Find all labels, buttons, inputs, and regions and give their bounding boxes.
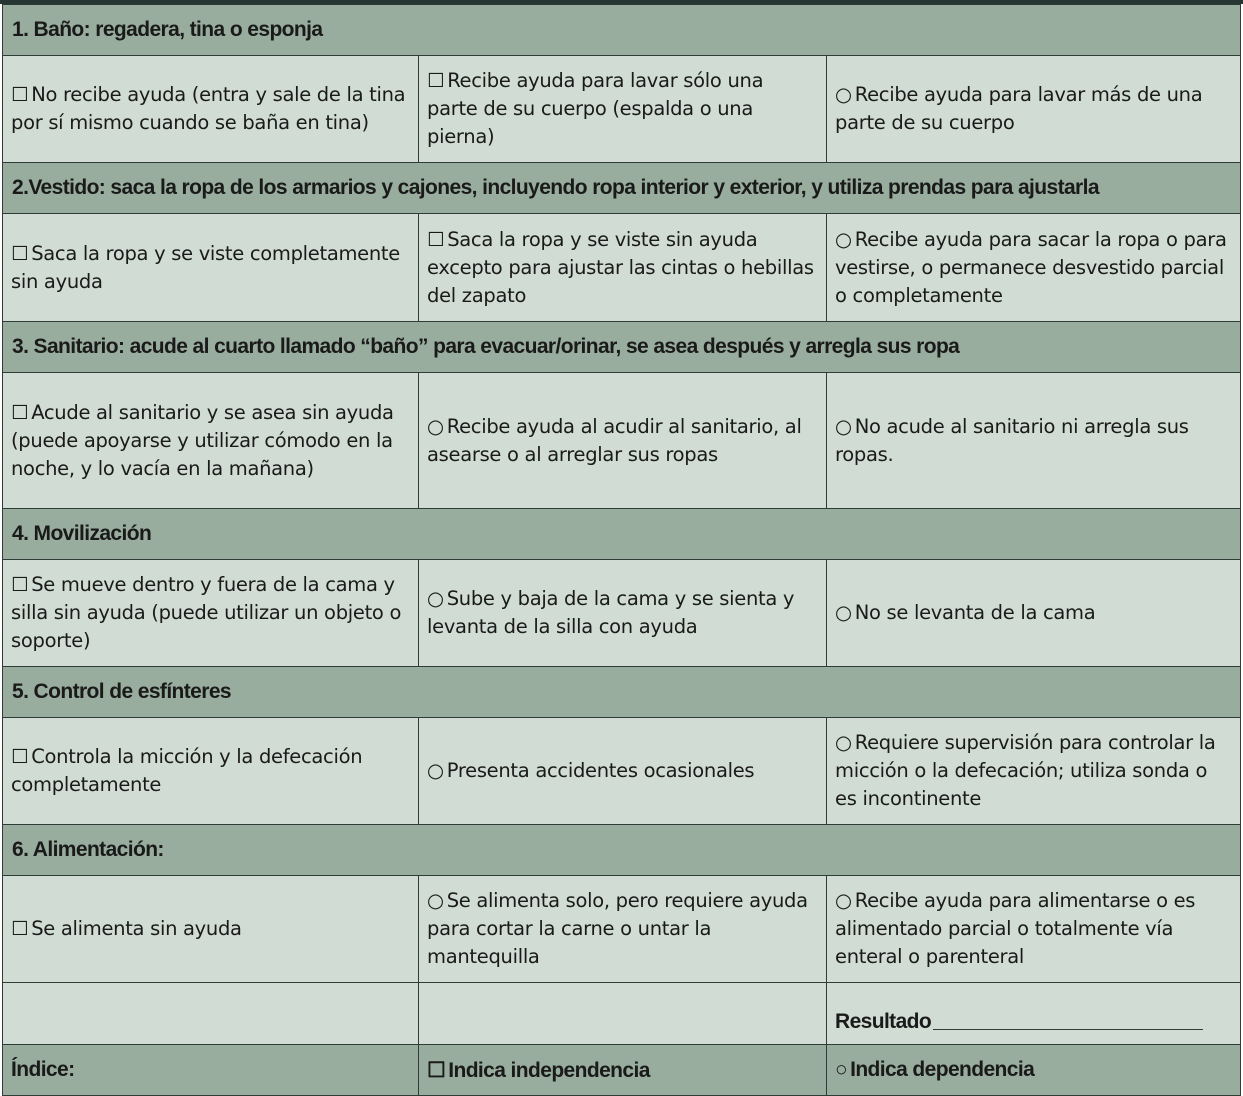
- empty-cell: [3, 983, 419, 1045]
- option-text: Controla la micción y la defecación completamente: [11, 745, 363, 796]
- option-text: No se levanta de la cama: [854, 601, 1096, 624]
- option-text: No recibe ayuda (entra y sale de la tina por sí mismo cuando se baña en tina): [11, 83, 406, 134]
- option-text: Recibe ayuda para alimentarse o es alimentado parcial o totalmente vía enteral o parenteral: [835, 889, 1196, 968]
- radio-icon[interactable]: ○: [835, 731, 852, 754]
- dependence-text: Indica dependencia: [850, 1058, 1035, 1081]
- empty-cell: [419, 983, 827, 1045]
- option-cell[interactable]: [3, 373, 419, 509]
- katz-index-table: [2, 4, 1241, 1096]
- options-row: [3, 373, 1241, 509]
- option-text: No acude al sanitario ni arregla sus ropas.: [835, 414, 1189, 466]
- checkbox-icon[interactable]: ☐: [11, 573, 29, 596]
- option-cell[interactable]: [3, 56, 419, 163]
- option-cell[interactable]: [827, 56, 1241, 163]
- radio-icon: ○: [835, 1058, 848, 1081]
- radio-icon[interactable]: ○: [427, 889, 444, 912]
- option-cell[interactable]: [3, 876, 419, 983]
- option-text: Sube y baja de la cama y se sienta y levanta de la silla con ayuda: [427, 587, 795, 638]
- result-label: Resultado: [835, 1010, 932, 1033]
- section-title: 6. Alimentación:: [3, 825, 1241, 876]
- option-cell[interactable]: [827, 373, 1241, 509]
- radio-icon[interactable]: ○: [835, 601, 852, 624]
- option-cell[interactable]: [419, 560, 827, 667]
- option-text: Se alimenta sin ayuda: [31, 917, 242, 940]
- section-header-row: [3, 5, 1241, 56]
- options-row: [3, 560, 1241, 667]
- checkbox-icon[interactable]: ☐: [427, 69, 445, 92]
- option-cell[interactable]: [3, 718, 419, 825]
- index-row: [3, 1045, 1241, 1096]
- option-text: Se mueve dentro y fuera de la cama y silla sin ayuda (puede utilizar un objeto o soporte): [11, 573, 402, 652]
- index-independence-cell: [419, 1045, 827, 1096]
- radio-icon[interactable]: ○: [427, 587, 444, 610]
- option-cell[interactable]: [419, 56, 827, 163]
- option-cell[interactable]: [827, 876, 1241, 983]
- checkbox-icon[interactable]: ☐: [11, 917, 29, 940]
- index-dependence-cell: [827, 1045, 1241, 1096]
- radio-icon[interactable]: ○: [835, 414, 852, 438]
- section-header-row: [3, 322, 1241, 373]
- result-row: [3, 983, 1241, 1045]
- section-title: 1. Baño: regadera, tina o esponja: [3, 5, 1241, 56]
- options-row: [3, 56, 1241, 163]
- section-title: 2.Vestido: saca la ropa de los armarios y cajones, incluyendo ropa interior y exterior, y utiliza prendas para ajustarla: [3, 163, 1241, 214]
- option-text: Requiere supervisión para controlar la micción o la defecación; utiliza sonda o es incontinente: [835, 731, 1216, 810]
- option-cell[interactable]: [419, 876, 827, 983]
- section-header-row: [3, 163, 1241, 214]
- section-title: 5. Control de esfínteres: [3, 667, 1241, 718]
- option-cell[interactable]: [419, 214, 827, 322]
- option-text: Recibe ayuda para lavar más de una parte de su cuerpo: [835, 83, 1203, 134]
- radio-icon[interactable]: ○: [835, 83, 852, 106]
- option-cell[interactable]: [419, 718, 827, 825]
- option-text: Presenta accidentes ocasionales: [446, 759, 755, 782]
- checkbox-icon[interactable]: ☐: [427, 227, 445, 251]
- index-label: Índice:: [3, 1045, 419, 1096]
- options-row: [3, 214, 1241, 322]
- section-title: 4. Movilización: [3, 509, 1241, 560]
- option-cell[interactable]: [3, 214, 419, 322]
- option-text: Recibe ayuda al acudir al sanitario, al asearse o al arreglar sus ropas: [427, 414, 802, 466]
- radio-icon[interactable]: ○: [427, 759, 444, 782]
- radio-icon[interactable]: ○: [835, 889, 852, 912]
- result-cell: [827, 983, 1241, 1045]
- checkbox-icon[interactable]: ☐: [11, 400, 29, 424]
- option-text: Saca la ropa y se viste completamente sin ayuda: [11, 241, 400, 293]
- section-header-row: [3, 825, 1241, 876]
- checkbox-icon[interactable]: ☐: [11, 241, 29, 265]
- radio-icon[interactable]: ○: [835, 227, 852, 251]
- option-cell[interactable]: [827, 214, 1241, 322]
- option-text: Recibe ayuda para lavar sólo una parte de su cuerpo (espalda o una pierna): [427, 69, 764, 148]
- result-input-line[interactable]: [933, 1011, 1203, 1030]
- option-text: Recibe ayuda para sacar la ropa o para vestirse, o permanece desvestido parcial o completamente: [835, 227, 1227, 307]
- checkbox-icon[interactable]: ☐: [11, 745, 29, 768]
- option-text: Se alimenta solo, pero requiere ayuda para cortar la carne o untar la mantequilla: [427, 889, 808, 968]
- section-title: 3. Sanitario: acude al cuarto llamado “baño” para evacuar/orinar, se asea después y arregla sus ropa: [3, 322, 1241, 373]
- options-row: [3, 876, 1241, 983]
- option-cell[interactable]: [827, 718, 1241, 825]
- option-cell[interactable]: [3, 560, 419, 667]
- checkbox-icon: ☐: [427, 1058, 446, 1082]
- radio-icon[interactable]: ○: [427, 414, 444, 438]
- option-text: Saca la ropa y se viste sin ayuda excepto para ajustar las cintas o hebillas del zapato: [427, 227, 814, 307]
- option-text: Acude al sanitario y se asea sin ayuda (puede apoyarse y utilizar cómodo en la noche, y lo vacía en la mañana): [11, 400, 394, 480]
- option-cell[interactable]: [419, 373, 827, 509]
- checkbox-icon[interactable]: ☐: [11, 83, 29, 106]
- section-header-row: [3, 509, 1241, 560]
- option-cell[interactable]: [827, 560, 1241, 667]
- options-row: [3, 718, 1241, 825]
- section-header-row: [3, 667, 1241, 718]
- independence-text: Indica independencia: [448, 1058, 650, 1082]
